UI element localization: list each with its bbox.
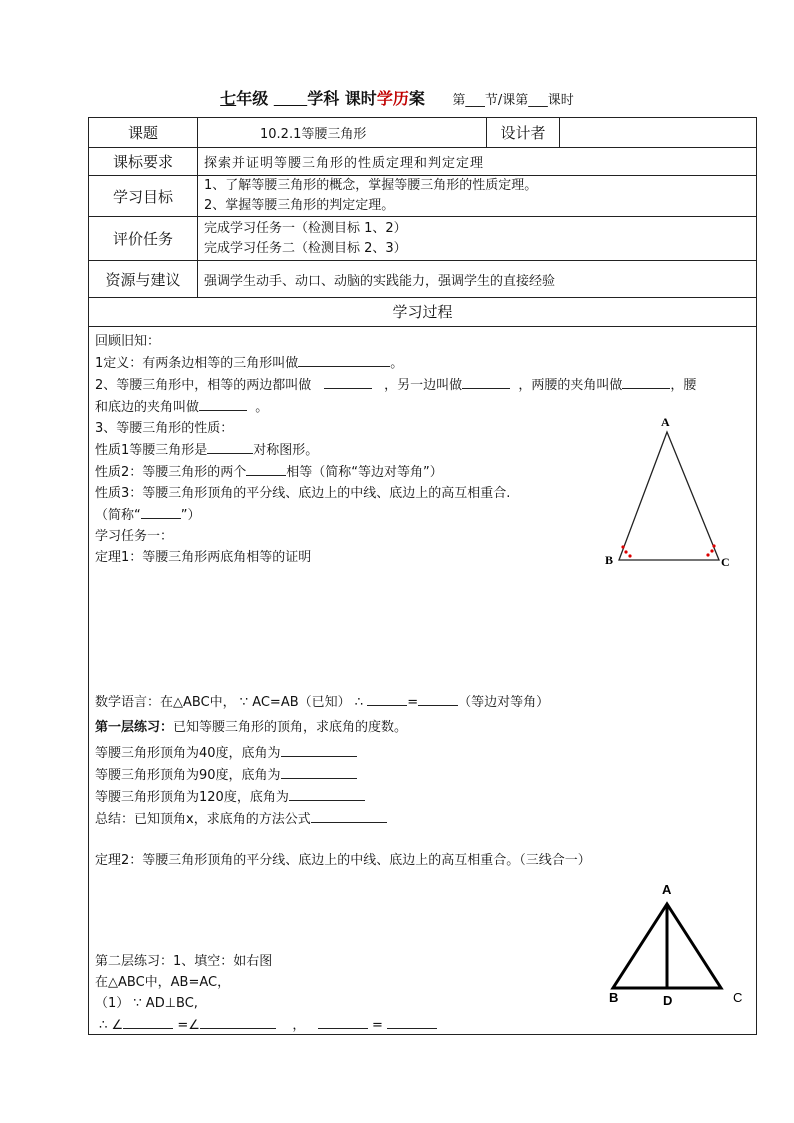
standard-label: 课标要求 [89, 148, 198, 176]
math-language: 数学语言：在△ABC中， ∵ AC=AB（已知） ∴ = （等边对等角） [95, 691, 750, 713]
review-title: 回顾旧知： [95, 334, 161, 349]
exercise-2: 等腰三角形顶角为90度，底角为 [95, 764, 750, 786]
answer-blank[interactable] [123, 1014, 173, 1029]
vertex-b-label: B [609, 990, 619, 1005]
properties-title: 3、等腰三角形的性质： [95, 421, 234, 436]
vertex-b-label: B [605, 553, 614, 567]
level-2-condition: 在△ABC中，AB=AC， [95, 975, 231, 990]
answer-blank[interactable] [246, 461, 286, 476]
level-2-question: （1） ∵ AD⊥BC, [95, 996, 198, 1011]
standard-value: 探索并证明等腰三角形的性质定理和判定定理 [198, 148, 757, 176]
answer-blank[interactable] [324, 374, 372, 389]
triangle-figure-2 [599, 882, 759, 1014]
subject-blank [274, 89, 307, 108]
exercise-3: 等腰三角形顶角为120度，底角为 [95, 786, 750, 808]
property-1: 性质1等腰三角形是 对称图形。 [95, 439, 750, 461]
answer-blank[interactable] [289, 786, 365, 801]
theorem-2: 定理2：等腰三角形顶角的平分线、底边上的中线、底边上的高互相重合。（三线合一） [95, 853, 591, 868]
answer-blank[interactable] [418, 691, 458, 706]
answer-blank[interactable] [298, 352, 390, 367]
vertex-a-label: A [661, 415, 670, 429]
task-1-title: 学习任务一： [95, 529, 174, 544]
definition-line: 1定义：有两条边相等的三角形叫做 。 [95, 352, 750, 374]
answer-blank[interactable] [462, 374, 510, 389]
level-2-answer: ∴ ∠ =∠ ， = [95, 1014, 750, 1036]
answer-blank[interactable] [311, 808, 387, 823]
info-table [88, 117, 757, 298]
property-3-short: （简称“ ”） [95, 504, 750, 526]
property-3: 性质3：等腰三角形顶角的平分线、底边上的中线、底边上的高互相重合. [95, 486, 511, 501]
section-field: 第___节/课第___课时 [452, 93, 574, 108]
answer-blank[interactable] [141, 504, 181, 519]
answer-blank[interactable] [281, 742, 357, 757]
exercise-1: 等腰三角形顶角为40度，底角为 [95, 742, 750, 764]
answer-blank[interactable] [367, 691, 407, 706]
parts-line: 2、等腰三角形中，相等的两边都叫做 ，另一边叫做 ，两腰的夹角叫做 ，腰 [95, 374, 750, 396]
goal-item: 1、了解等腰三角形的概念，掌握等腰三角形的性质定理。 [204, 178, 538, 193]
level-1-exercise: 第一层练习：已知等腰三角形的顶角，求底角的度数。 [95, 720, 408, 735]
document-title: 七年级 学科 课时学历案 第___节/课第___课时 [220, 89, 574, 108]
level-2-exercise: 第二层练习：1、填空：如右图 [95, 954, 273, 969]
topic-label: 课题 [89, 118, 198, 148]
property-2: 性质2：等腰三角形的两个 相等（简称“等边对等角”） [95, 461, 750, 483]
theorem-1: 定理1：等腰三角形两底角相等的证明 [95, 550, 312, 565]
answer-blank[interactable] [200, 1014, 276, 1029]
vertex-c-label: C [721, 555, 730, 569]
parts-line-2: 和底边的夹角叫做 。 [95, 396, 750, 418]
answer-blank[interactable] [281, 764, 357, 779]
eval-item: 完成学习任务一（检测目标 1、2） [204, 220, 407, 236]
grade-field: 七 [220, 89, 237, 108]
resource-label: 资源与建议 [89, 261, 198, 298]
resource-value: 强调学生动手、动口、动脑的实践能力，强调学生的直接经验 [198, 261, 757, 298]
answer-blank[interactable] [199, 396, 247, 411]
triangle-outline [619, 432, 719, 560]
vertex-a-label: A [662, 882, 672, 897]
equal-angle-marks [621, 544, 715, 557]
process-title: 学习过程 [89, 298, 756, 327]
answer-blank[interactable] [622, 374, 670, 389]
point-d-label: D [663, 993, 673, 1008]
topic-value: 10.2.1等腰三角形 [198, 118, 487, 148]
exercise-summary: 总结：已知顶角x，求底角的方法公式 [95, 808, 750, 830]
goal-item: 2、掌握等腰三角形的判定定理。 [204, 198, 395, 213]
answer-blank[interactable] [387, 1014, 437, 1029]
designer-value [560, 118, 757, 148]
goals-label: 学习目标 [89, 176, 198, 217]
answer-blank[interactable] [318, 1014, 368, 1029]
designer-label: 设计者 [487, 118, 560, 148]
eval-label: 评价任务 [89, 217, 198, 261]
answer-blank[interactable] [207, 439, 253, 454]
eval-item: 完成学习任务二（检测目标 2、3） [204, 240, 407, 256]
learning-process [88, 298, 757, 1035]
triangle-figure-1 [601, 414, 741, 570]
vertex-c-label: C [733, 990, 743, 1005]
